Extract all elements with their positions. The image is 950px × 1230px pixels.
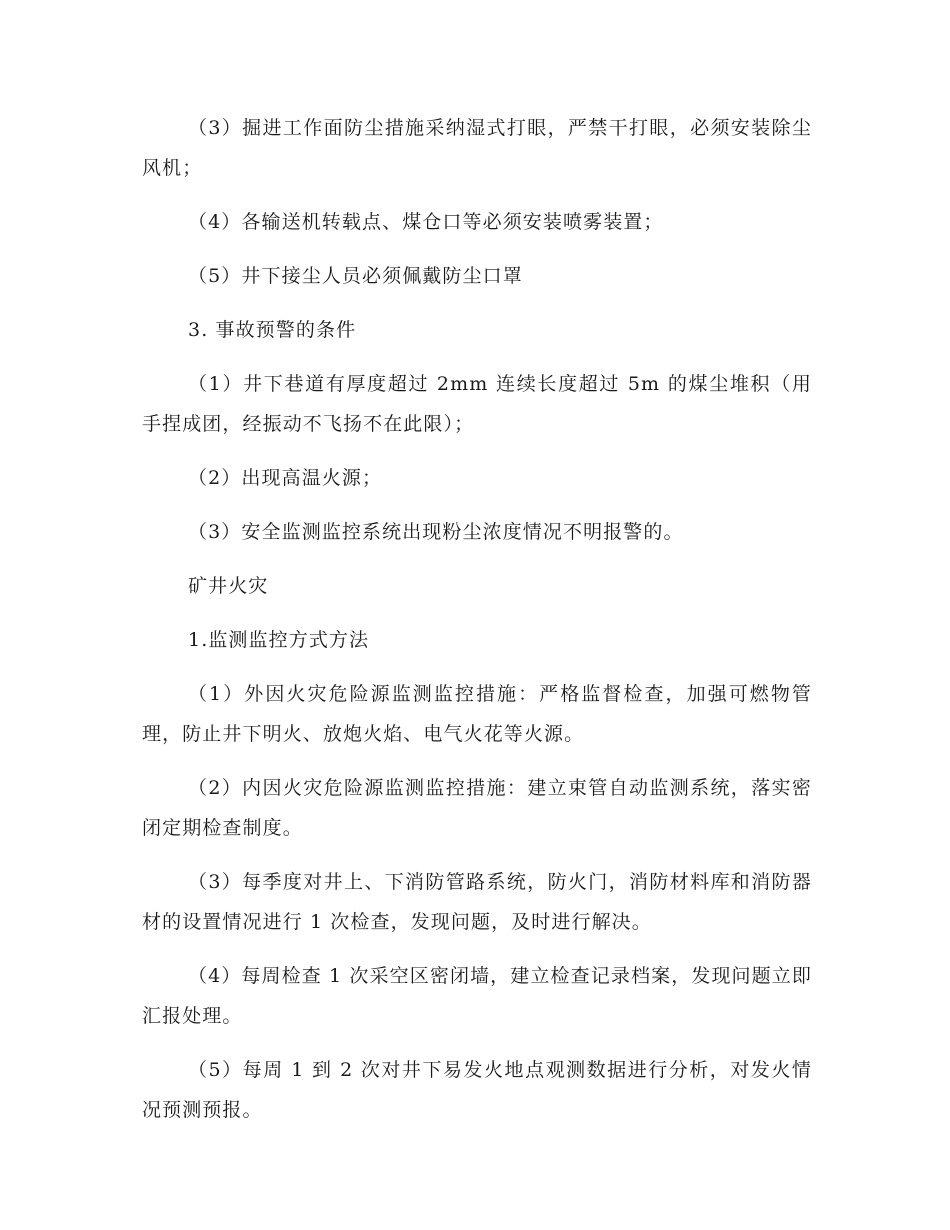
paragraph-external-fire: （1）外因火灾危险源监测监控措施：严格监督检查，加强可燃物管理，防止井下明火、放炮火焰、电气火花等火源。 <box>142 683 812 745</box>
paragraph-coal-dust-accumulation: （1）井下巷道有厚度超过 2mm 连续长度超过 5m 的煤尘堆积（用手捏成团，经振动不飞扬不在此限）； <box>142 373 812 435</box>
paragraph-spray-device: （4）各输送机转载点、煤仓口等必须安装喷雾装置； <box>188 211 664 233</box>
paragraph-monitoring-alarm: （3）安全监测监控系统出现粉尘浓度情况不明报警的。 <box>188 521 684 543</box>
paragraph-fire-prediction: （5）每周 1 到 2 次对井下易发火地点观测数据进行分析，对发火情况预测预报。 <box>142 1059 812 1121</box>
document-body <box>142 108 812 1144</box>
paragraph-internal-fire: （2）内因火灾危险源监测监控措施：建立束管自动监测系统，落实密闭定期检查制度。 <box>142 777 812 839</box>
paragraph-dust-wet-drilling: （3）掘进工作面防尘措施采纳湿式打眼，严禁干打眼，必须安装除尘风机； <box>142 117 812 179</box>
paragraph-high-temp-source: （2）出现高温火源； <box>188 467 383 489</box>
section-heading-warning-conditions: 3. 事故预警的条件 <box>188 319 357 341</box>
section-heading-mine-fire: 矿井火灾 <box>188 575 269 597</box>
section-heading-monitoring-methods: 1.监测监控方式方法 <box>188 629 370 651</box>
paragraph-dust-mask: （5）井下接尘人员必须佩戴防尘口罩 <box>188 265 523 287</box>
paragraph-quarterly-inspection: （3）每季度对井上、下消防管路系统，防火门，消防材料库和消防器材的设置情况进行 1 次检查，发现问题，及时进行解决。 <box>142 871 812 933</box>
paragraph-weekly-inspection: （4）每周检查 1 次采空区密闭墙，建立检查记录档案，发现问题立即汇报处理。 <box>142 965 812 1027</box>
